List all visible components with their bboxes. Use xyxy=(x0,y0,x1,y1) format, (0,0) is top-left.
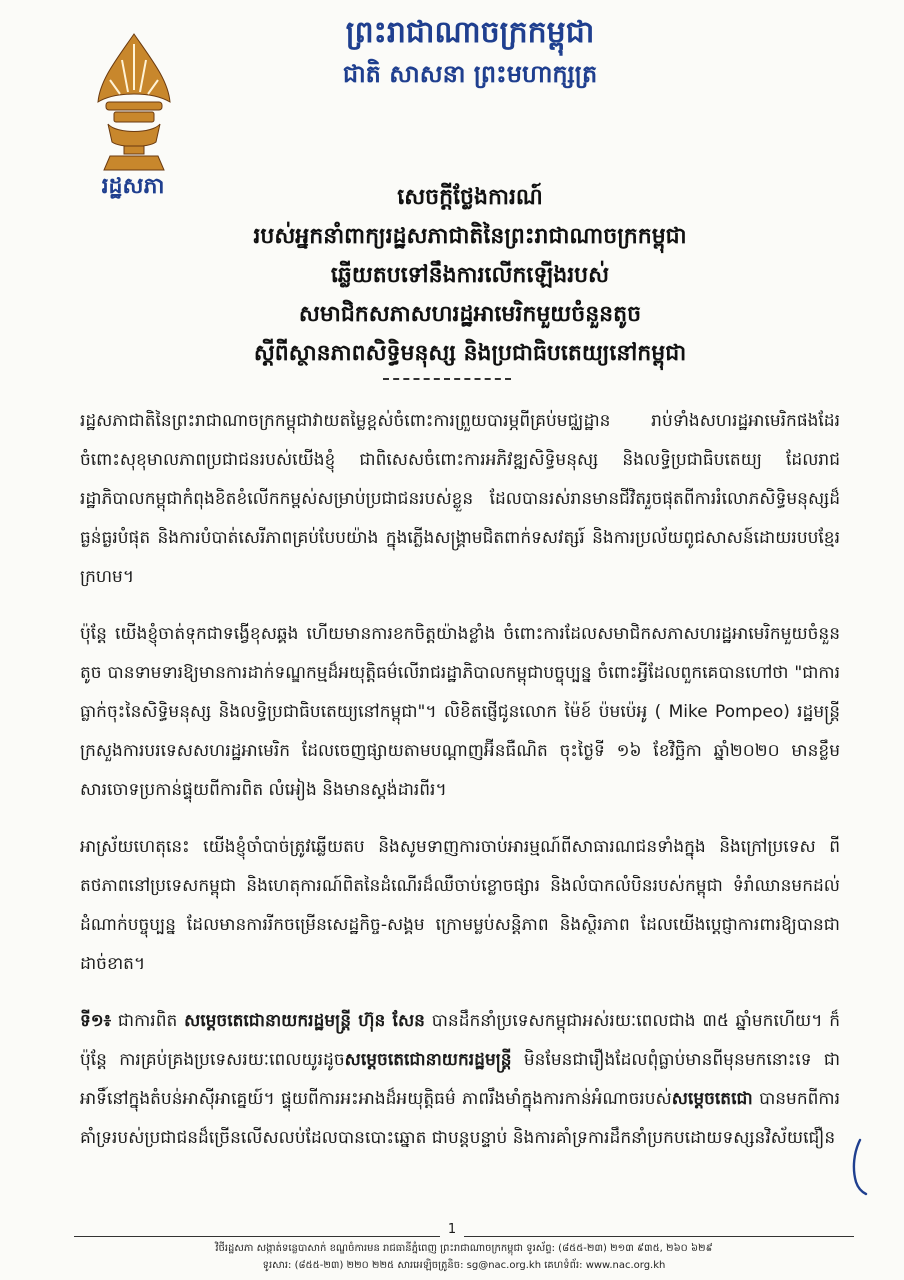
footer-rule xyxy=(74,1236,854,1237)
paragraph-1: រដ្ឋសភាជាតិនៃព្រះរាជាណាចក្រកម្ពុជាវាយតម្លៃខ្ពស់ចំពោះការព្រួយបារម្ភពីគ្រប់មជ្ឈដ្ឋាន រាប់ទាំងសហរដ្ឋអាមេរិកផងដែរ ចំពោះសុខុមាលភាពប្រជាជនរបស់យើងខ្ញុំ ជាពិសេសចំពោះការអភិវឌ្ឍសិទ្ធិមនុស្ស និងលទ្ធិប្រជាធិបតេយ្យ ដែលរាជរដ្ឋាភិបាលកម្ពុជាកំពុងខិតខំលើកកម្ពស់សម្រាប់ប្រជាជនរបស់ខ្លួន ដែលបានរស់រានមានជីវិតរួចផុតពីការរំលោភសិទ្ធិមនុស្សដ៏ធ្ងន់ធ្ងរបំផុត និងការបំបាត់សេរីភាពគ្រប់បែបយ៉ាង ក្នុងភ្លើងសង្គ្រាមជិតពាក់ទសវត្សរ៍ និងការប្រល័យពូជសាសន៍ដោយរបបខ្មែរក្រហម។ xyxy=(80,411,840,587)
text-run: បានដឹកនាំប្រទេសកម្ពុជាអស់រយៈពេលជាង ៣៥ ឆ្នាំមកហើយ។ ក៏ប៉ុន្តែ ការគ្រប់គ្រងប្រទេសរយៈពេលយូរដូច xyxy=(80,1011,840,1070)
emblem-label: រដ្ឋសភា xyxy=(101,174,165,199)
text-run: ជាការពិត xyxy=(111,1011,185,1031)
title-line: សេចក្ដីថ្លែងការណ៍ xyxy=(397,185,543,210)
emphasis-text: សម្ដេចតេជោនាយករដ្ឋមន្ត្រី xyxy=(344,1050,512,1070)
paragraph-2: ប៉ុន្តែ យើងខ្ញុំចាត់ទុកជាទង្វើខុសឆ្គង ហើយមានការខកចិត្តយ៉ាងខ្លាំង ចំពោះការដែលសមាជិកសភាសហរដ្ឋអាមេរិកមួយចំនួនតូច បានទាមទារឱ្យមានការដាក់ទណ្ឌកម្មដ៏អយុត្តិធម៌លើរាជរដ្ឋាភិបាលកម្ពុជាបច្ចុប្បន្ន ចំពោះអ្វីដែលពួកគេបានហៅថា "ជាការធ្លាក់ចុះនៃសិទ្ធិមនុស្ស និងលទ្ធិប្រជាធិបតេយ្យនៅកម្ពុជា"។ លិខិតផ្ញើជូនលោក ម៉ៃខ៍ ប៉មប៉េអូ ( Mike Pompeo) រដ្ឋមន្ត្រីក្រសួងការបរទេសសហរដ្ឋអាមេរិក ដែលចេញផ្សាយតាមបណ្ដាញអ៊ីនធឺណិត ចុះថ្ងៃទី ១៦ ខែវិច្ឆិកា ឆ្នាំ២០២០ មានខ្លឹមសារចោទប្រកាន់ផ្ទុយពីការពិត លំអៀង និងមានស្តង់ដារពីរ។ xyxy=(80,624,840,800)
footer-contacts: ទូរសារ: (៨៥៥-២៣) ២២០ ២២៥ សារអេឡិចត្រូនិច: sg@nac.org.kh គេហទំព័រ: www.nac.org.kh xyxy=(262,1260,666,1271)
emphasis-text: សម្ដេចតេជោនាយករដ្ឋមន្ត្រី ហ៊ុន សែន xyxy=(184,1011,425,1031)
title-line: សមាជិកសភាសហរដ្ឋអាមេរិកមួយចំនួនតូច xyxy=(298,302,642,327)
footer-contact xyxy=(74,1240,854,1274)
national-motto: ជាតិ សាសនា ព្រះមហាក្សត្រ xyxy=(342,60,598,88)
title-divider xyxy=(383,378,511,380)
page-number: 1 xyxy=(440,1222,464,1237)
text-run: មិនមែនជារឿងដែលពុំធ្លាប់មានពីមុនមកនោះទេ ជាអាទិ៍នៅក្នុងតំបន់អាស៊ីអាគ្នេយ៍។ ផ្ទុយពីការអះអាងដ៏អយុត្តិធម៌ ភាពរឹងមាំក្នុងការកាន់អំណាចរបស់ xyxy=(80,1050,841,1109)
royal-emblem-icon xyxy=(86,30,182,180)
title-line: របស់អ្នកនាំពាក្យរដ្ឋសភាជាតិនៃព្រះរាជាណាចក្រកម្ពុជា xyxy=(253,224,687,249)
paragraph-4 xyxy=(80,1002,840,1158)
statement-body xyxy=(80,402,840,1158)
statement-title xyxy=(140,178,800,373)
title-line: ឆ្លើយតបទៅនឹងការលើកឡើងរបស់ xyxy=(330,263,610,288)
footer-address: វិថីរដ្ឋសភា សង្កាត់ទន្លេបាសាក់ ខណ្ឌចំការមន រាជធានីភ្នំពេញ ព្រះរាជាណាចក្រកម្ពុជា ទូរស័ព្ទ: (៨៥៥-២៣) ២១៣ ៩៣៥, ២៦០ ៦២៩ xyxy=(215,1243,713,1254)
paragraph-3: អាស្រ័យហេតុនេះ យើងខ្ញុំចាំបាច់ត្រូវឆ្លើយតប និងសូមទាញការចាប់អារម្មណ៍ពីសាធារណជនទាំងក្នុង និងក្រៅប្រទេស ពីតថភាពនៅប្រទេសកម្ពុជា និងហេតុការណ៍ពិតនៃដំណើរដ៏ឈឺចាប់ខ្លោចផ្សារ និងលំបាកលំបិនរបស់កម្ពុជា ទំរាំឈានមកដល់ដំណាក់បច្ចុប្បន្ន ដែលមានការរីកចម្រើនសេដ្ឋកិច្ច-សង្គម ក្រោមម្លប់សន្តិភាព និងស្ថិរភាព ដែលយើងប្ដេជ្ញាការពារឱ្យបានជាដាច់ខាត។ xyxy=(80,837,840,974)
text-run: បានមកពីការគាំទ្ររបស់ប្រជាជនដ៏ច្រើនលើសលប់ដែលបានបោះឆ្នោត ជាបន្តបន្ទាប់ និងការគាំទ្រការដឹកនាំប្រកបដោយទស្សនវិស័យជឿន xyxy=(80,1089,840,1148)
point-label: ទី១៖ xyxy=(80,1011,112,1031)
kingdom-heading: ព្រះរាជាណាចក្រកម្ពុជា xyxy=(345,15,595,50)
handwritten-mark-icon xyxy=(848,1138,868,1196)
title-line: ស្ដីពីស្ថានភាពសិទ្ធិមនុស្ស និងប្រជាធិបតេយ្យនៅកម្ពុជា xyxy=(253,341,687,366)
emphasis-text: សម្ដេចតេជោ xyxy=(671,1089,753,1109)
